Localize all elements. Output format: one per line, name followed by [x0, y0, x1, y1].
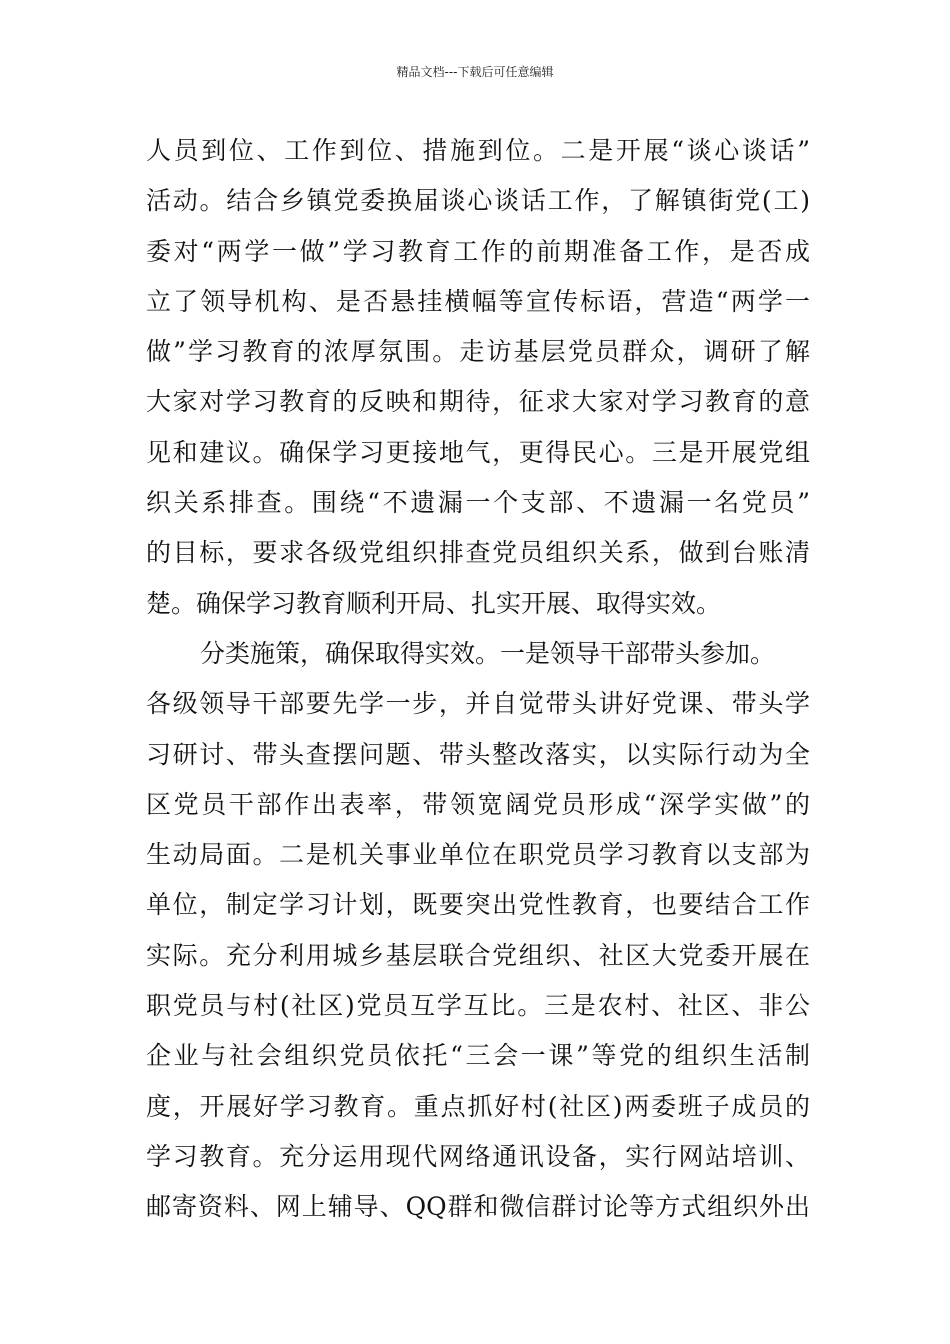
text-line: 学习教育。充分运用现代网络通讯设备，实行网站培训、: [146, 1141, 810, 1171]
text-line: 习研讨、带头查摆问题、带头整改落实，以实际行动为全: [146, 739, 810, 769]
text-line: 邮寄资料、网上辅导、QQ群和微信群讨论等方式组织外出: [146, 1192, 810, 1222]
text-line: 分类施策，确保取得实效。一是领导干部带头参加。: [200, 638, 776, 668]
text-line: 织关系排查。围绕“不遗漏一个支部、不遗漏一名党员”: [146, 488, 810, 518]
paragraph-1: [146, 126, 810, 629]
text-line: 委对“两学一做”学习教育工作的前期准备工作，是否成: [146, 236, 810, 266]
text-line: 实际。充分利用城乡基层联合党组织、社区大党委开展在: [146, 940, 810, 970]
page-header: 精品文档---下载后可任意编辑: [396, 65, 554, 79]
text-line: 各级领导干部要先学一步，并自觉带头讲好党课、带头学: [146, 689, 810, 719]
text-line: 度，开展好学习教育。重点抓好村(社区)两委班子成员的: [146, 1091, 810, 1121]
text-line: 见和建议。确保学习更接地气，更得民心。三是开展党组: [146, 437, 810, 467]
text-line: 企业与社会组织党员依托“三会一课”等党的组织生活制: [146, 1041, 810, 1071]
text-line: 活动。结合乡镇党委换届谈心谈话工作，了解镇街党(工): [146, 186, 810, 216]
text-line: 职党员与村(社区)党员互学互比。三是农村、社区、非公: [146, 991, 810, 1021]
document-body: [146, 126, 810, 1233]
text-line: 做”学习教育的浓厚氛围。走访基层党员群众，调研了解: [146, 337, 810, 367]
text-line: 大家对学习教育的反映和期待，征求大家对学习教育的意: [146, 387, 810, 417]
text-line: 人员到位、工作到位、措施到位。二是开展“谈心谈话”: [146, 136, 810, 165]
text-line: 单位，制定学习计划，既要突出党性教育，也要结合工作: [146, 890, 810, 920]
text-line: 立了领导机构、是否悬挂横幅等宣传标语，营造“两学一: [146, 286, 810, 316]
text-line: 区党员干部作出表率，带领宽阔党员形成“深学实做”的: [146, 789, 810, 819]
paragraph-2: [146, 629, 810, 1233]
text-line: 生动局面。二是机关事业单位在职党员学习教育以支部为: [146, 840, 810, 870]
text-line: 的目标，要求各级党组织排查党员组织关系，做到台账清: [146, 538, 810, 568]
text-line: 楚。确保学习教育顺利开局、扎实开展、取得实效。: [146, 588, 722, 618]
